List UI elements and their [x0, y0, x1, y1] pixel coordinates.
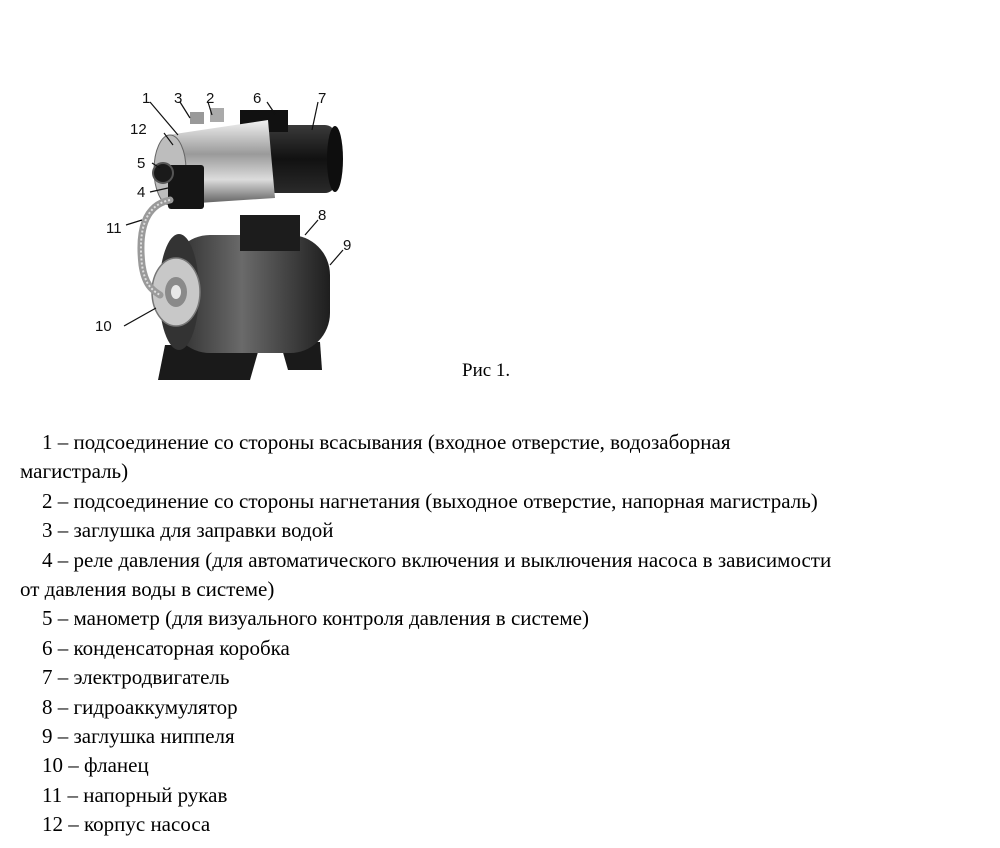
- legend-item-4: 4 – реле давления (для автоматического включения и выключения насоса в зависимости: [42, 547, 832, 572]
- pump-illustration: [90, 80, 380, 390]
- legend-item-10: 10 – фланец: [42, 753, 149, 778]
- callout-1: 1: [142, 90, 151, 107]
- legend-item-2: 2 – подсоединение со стороны нагнетания (выходное отверстие, напорная магистраль): [42, 488, 818, 513]
- callout-2: 2: [206, 90, 215, 107]
- legend-item-9: 9 – заглушка ниппеля: [42, 724, 235, 749]
- callout-6: 6: [253, 90, 262, 107]
- callout-7: 7: [318, 90, 327, 107]
- legend-item-1-continued: магистраль): [20, 459, 129, 484]
- callout-9: 9: [343, 237, 352, 254]
- legend-item-6: 6 – конденсаторная коробка: [42, 635, 290, 660]
- callout-5: 5: [137, 155, 146, 172]
- callout-4: 4: [137, 184, 146, 201]
- legend-item-1: 1 – подсоединение со стороны всасывания (входное отверстие, водозаборная: [42, 430, 731, 454]
- legend-item-3: 3 – заглушка для заправки водой: [42, 518, 334, 543]
- callout-10: 10: [95, 318, 112, 335]
- legend-item-8: 8 – гидроаккумулятор: [42, 694, 238, 719]
- parts-legend: [20, 428, 995, 840]
- callout-11: 11: [106, 220, 122, 237]
- legend-item-4-continued: от давления воды в системе): [20, 577, 275, 602]
- callout-8: 8: [318, 207, 327, 224]
- legend-item-5: 5 – манометр (для визуального контроля давления в системе): [42, 606, 589, 631]
- pump-bracket: [240, 215, 300, 251]
- callout-12: 12: [130, 121, 147, 138]
- pump-station-figure: [90, 80, 380, 390]
- legend-item-7: 7 – электродвигатель: [42, 665, 230, 690]
- legend-item-11: 11 – напорный рукав: [42, 782, 228, 807]
- callout-3: 3: [174, 90, 183, 107]
- figure-caption: Рис 1.: [462, 360, 511, 381]
- legend-item-12: 12 – корпус насоса: [42, 812, 211, 837]
